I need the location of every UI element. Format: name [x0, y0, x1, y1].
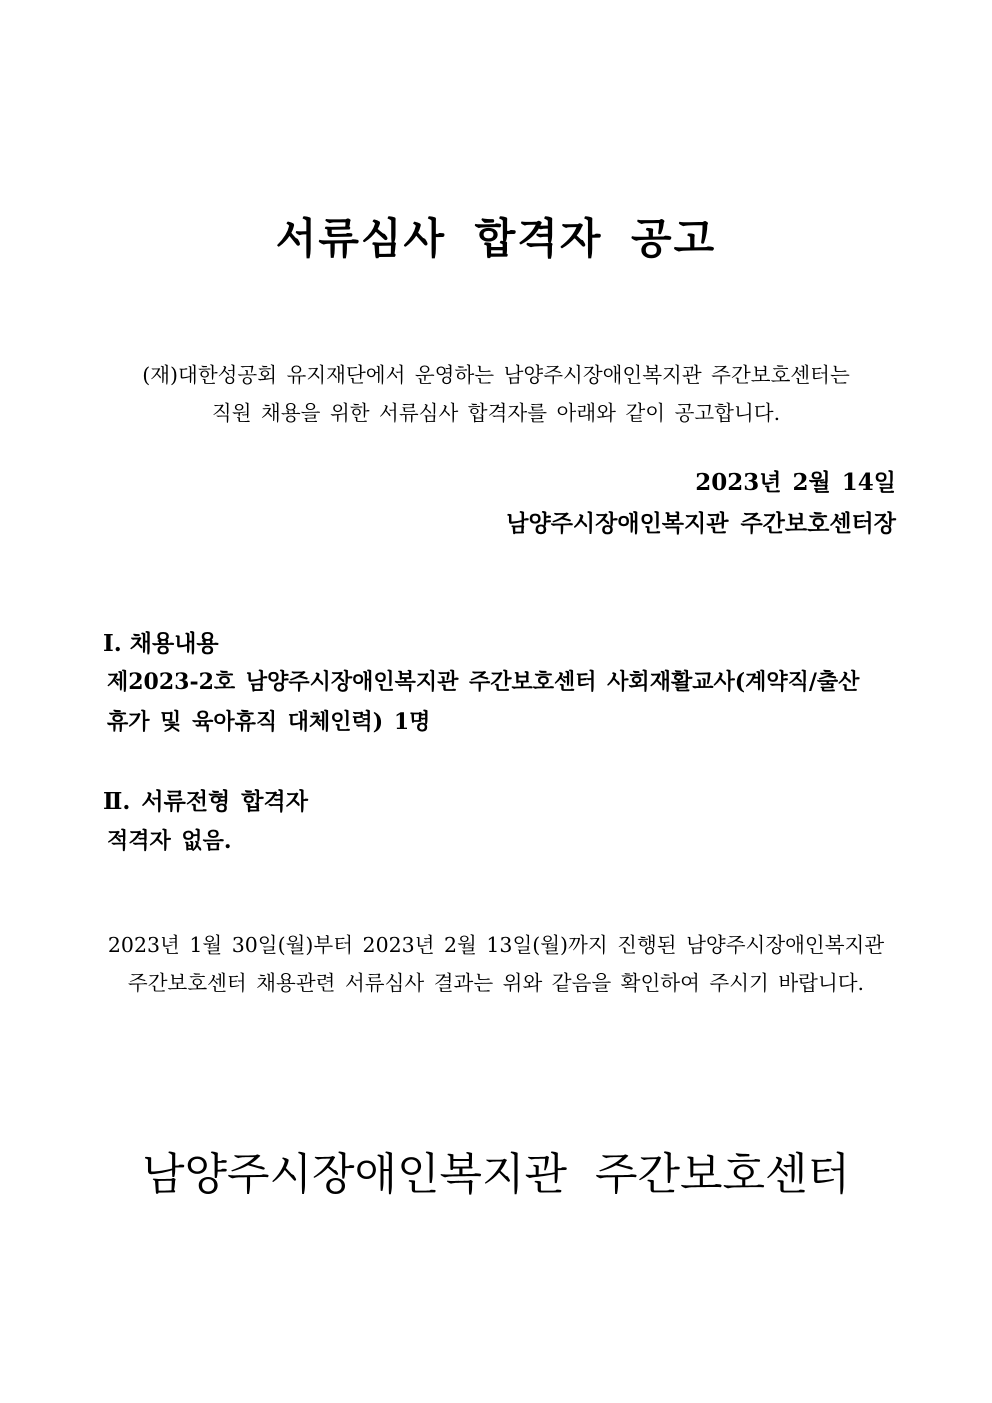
- footer-organization: 남양주시장애인복지관 주간보호센터: [141, 1149, 851, 1200]
- intro-line-2: 직원 채용을 위한 서류심사 합격자를 아래와 같이 공고합니다.: [211, 401, 781, 425]
- section-2-body: 적격자 없음.: [107, 828, 232, 854]
- section-1-heading: Ⅰ. 채용내용: [103, 630, 219, 657]
- section-1-line-2: 휴가 및 육아휴직 대체인력) 1명: [107, 709, 431, 735]
- note-line-2: 주간보호센터 채용관련 서류심사 결과는 위와 같음을 확인하여 주시기 바랍니다.: [127, 971, 865, 995]
- section-1-line-1: 제2023-2호 남양주시장애인복지관 주간보호센터 사회재활교사(계약직/출산: [107, 669, 860, 695]
- page-title: 서류심사 합격자 공고: [275, 214, 717, 263]
- issue-date: 2023년 2월 14일: [695, 469, 896, 496]
- note-line-1: 2023년 1월 30일(월)부터 2023년 2월 13일(월)까지 진행된 남양주시장애인복지관: [107, 933, 885, 957]
- section-2-heading: Ⅱ. 서류전형 합격자: [103, 788, 308, 815]
- issuer-signature: 남양주시장애인복지관 주간보호센터장: [506, 510, 896, 537]
- intro-line-1: (재)대한성공회 유지재단에서 운영하는 남양주시장애인복지관 주간보호센터는: [142, 363, 850, 387]
